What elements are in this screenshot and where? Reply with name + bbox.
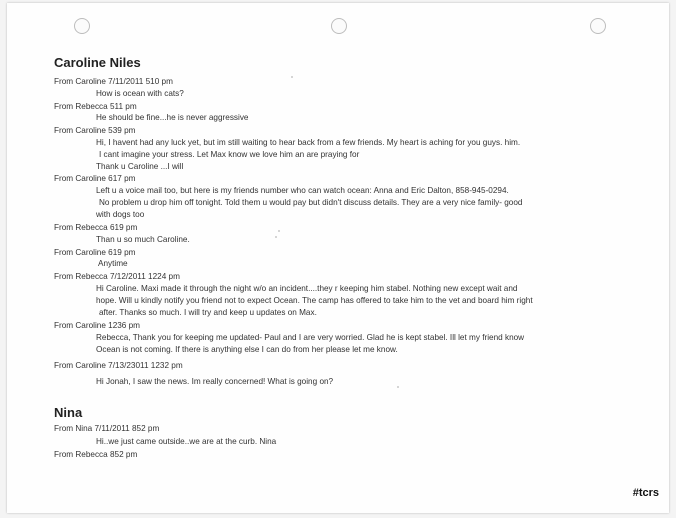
- document-page: [7, 3, 669, 513]
- message-text: Hi Jonah, I saw the news. Im really concerned! What is going on?: [96, 377, 334, 386]
- punch-hole-left: [74, 18, 90, 34]
- watermark-tag: #tcrs: [632, 487, 659, 499]
- message-text: Rebecca, Thank you for keeping me updated- Paul and I are very worried. Glad he is kept stabel. Ill let my friend know: [96, 333, 525, 342]
- message-header: From Caroline 7/11/2011 510 pm: [54, 77, 173, 86]
- punch-hole-center: [331, 18, 347, 34]
- message-text: Hi..we just came outside..we are at the curb. Nina: [96, 437, 277, 446]
- message-text: How is ocean with cats?: [96, 89, 184, 98]
- message-text: after. Thanks so much. I will try and keep u updates on Max.: [99, 308, 317, 317]
- contact-heading-nina: Nina: [54, 405, 83, 420]
- message-text: No problem u drop him off tonight. Told them u would pay but didn't discuss details. They are a very nice family- good: [99, 198, 523, 207]
- message-header: From Caroline 539 pm: [54, 126, 136, 135]
- message-text: Than u so much Caroline.: [96, 235, 190, 244]
- message-header: From Rebecca 852 pm: [54, 450, 138, 459]
- message-text: I cant imagine your stress. Let Max know we love him an are praying for: [99, 150, 360, 159]
- message-header: From Caroline 1236 pm: [54, 321, 141, 330]
- message-header: From Rebecca 7/12/2011 1224 pm: [54, 272, 180, 281]
- message-text: hope. Will u kindly notify you friend not to expect Ocean. The camp has offered to take him to the vet and board him right: [96, 296, 533, 305]
- scan-speck: [275, 236, 277, 238]
- scan-speck: [291, 76, 293, 78]
- message-header: From Rebecca 511 pm: [54, 102, 137, 111]
- message-text: Hi Caroline. Maxi made it through the night w/o an incident....they r keeping him stabel. Nothing new except wait and: [96, 284, 518, 293]
- message-text: Thank u Caroline ...I will: [96, 162, 184, 171]
- message-header: From Caroline 619 pm: [54, 248, 136, 257]
- message-text: Hi, I havent had any luck yet, but im still waiting to hear back from a few friends. My heart is aching for you guys. him.: [96, 138, 521, 147]
- message-text: Anytime: [98, 259, 128, 268]
- message-header: From Caroline 7/13/23011 1232 pm: [54, 361, 183, 370]
- punch-hole-right: [590, 18, 606, 34]
- message-header: From Caroline 617 pm: [54, 174, 136, 183]
- scan-speck: [278, 230, 280, 232]
- message-header: From Nina 7/11/2011 852 pm: [54, 424, 160, 433]
- message-text: He should be fine...he is never aggressive: [96, 113, 249, 122]
- message-text: Left u a voice mail too, but here is my friends number who can watch ocean: Anna and Eric Dalton, 858-945-0294.: [96, 186, 509, 195]
- message-header: From Rebecca 619 pm: [54, 223, 138, 232]
- message-text: with dogs too: [96, 210, 145, 219]
- message-text: Ocean is not coming. If there is anything else I can do from her please let me know.: [96, 345, 398, 354]
- contact-heading-caroline: Caroline Niles: [54, 55, 141, 70]
- scan-speck: [397, 386, 399, 388]
